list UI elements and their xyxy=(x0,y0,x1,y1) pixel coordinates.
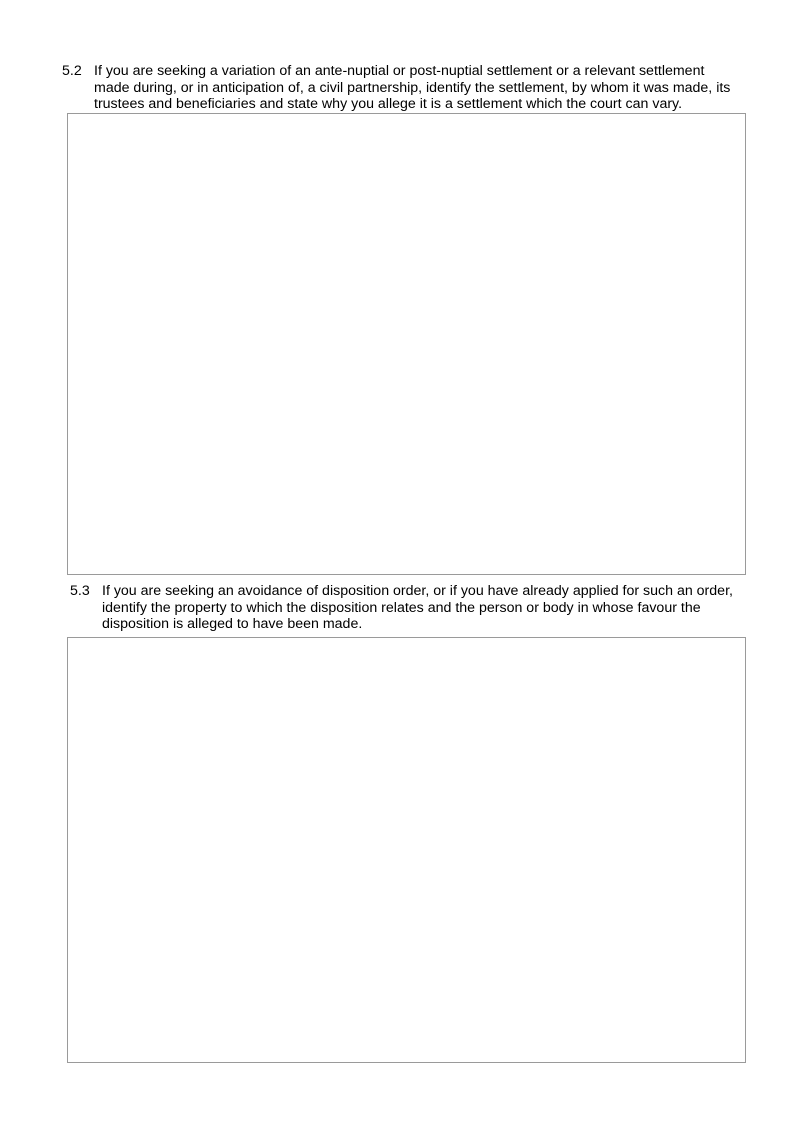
answer-field-5-2[interactable] xyxy=(67,113,746,575)
question-number: 5.3 xyxy=(70,583,90,599)
question-text: If you are seeking a variation of an ante-nuptial or post-nuptial settlement or a relevant settlement made during, or in anticipation of, a civil partnership, identify the settlement, by whom it was made, its trustees and beneficiaries and state why you allege it is a settlement which the court can vary. xyxy=(94,63,731,112)
question-number: 5.2 xyxy=(62,63,82,79)
question-5-3 xyxy=(70,583,746,633)
question-5-2 xyxy=(62,63,742,113)
answer-field-5-3[interactable] xyxy=(67,637,746,1063)
question-text: If you are seeking an avoidance of disposition order, or if you have already applied for such an order, identify the property to which the disposition relates and the person or body in whose favour the disposition is alleged to have been made. xyxy=(102,583,733,632)
